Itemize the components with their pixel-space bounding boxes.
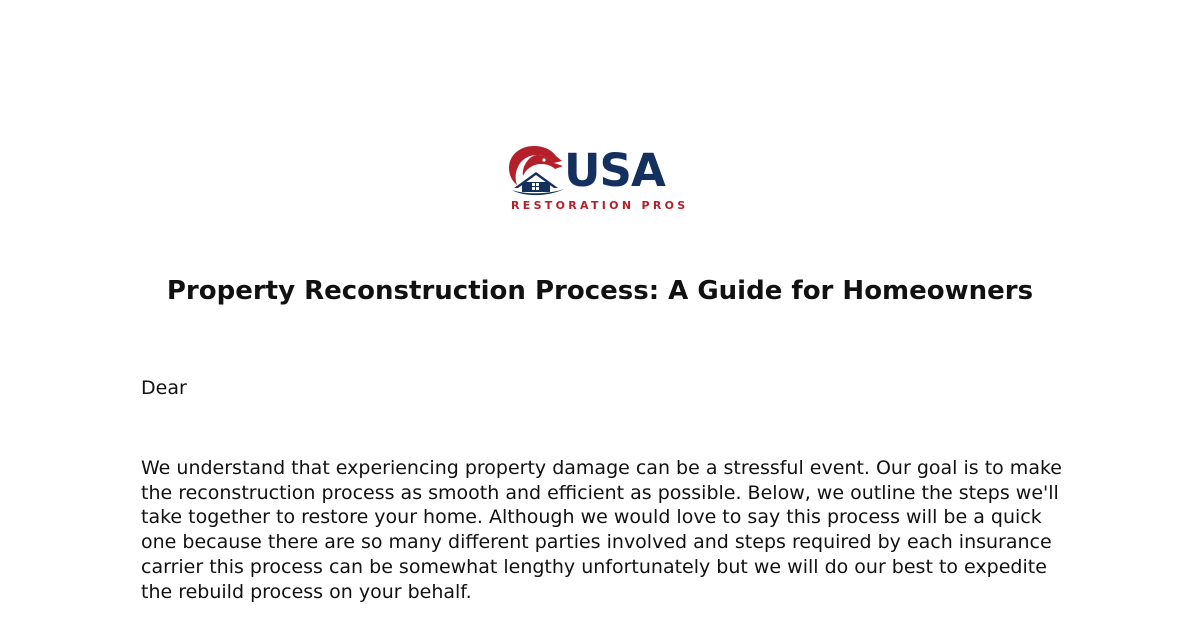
eagle-house-icon (506, 144, 568, 196)
logo-wordmark: USA (564, 144, 665, 197)
company-logo (506, 144, 694, 216)
salutation: Dear (141, 377, 187, 399)
body-paragraph: We understand that experiencing property damage can be a stressful event. Our goal is to make the reconstruction process as smooth and efficient as possible. Below, we outline the steps we'll take together to restore your home. Although we would love to say this process will be a quick one because there are so many different parties involved and steps required by each insurance carrier this process can be somewhat lengthy unfortunately but we will do our best to expedite the rebuild process on your behalf. (141, 457, 1062, 603)
logo-tagline: RESTORATION PROS (511, 199, 689, 212)
document-title: Property Reconstruction Process: A Guide for Homeowners (166, 276, 1034, 306)
